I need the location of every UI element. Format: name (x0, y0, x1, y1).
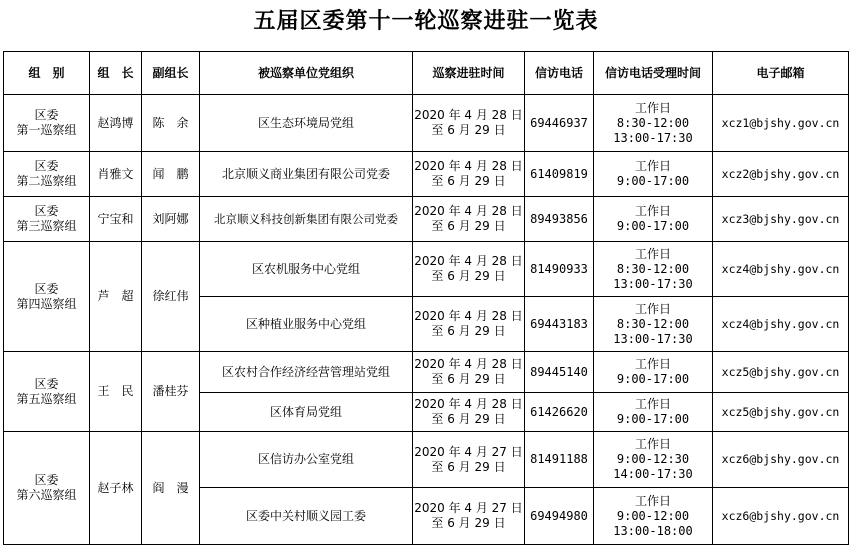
unit-name: 区体育局党组 (200, 393, 413, 432)
inspection-time: 2020 年 4 月 28 日 至 6 月 29 日 (413, 242, 525, 297)
email-address[interactable]: xcz5@bjshy.gov.cn (713, 393, 849, 432)
unit-name: 区农机服务中心党组 (200, 242, 413, 297)
header-unit: 被巡察单位党组织 (200, 52, 413, 95)
table-row (4, 197, 849, 242)
group-leader: 王 民 (90, 352, 142, 432)
email-address[interactable]: xcz4@bjshy.gov.cn (713, 297, 849, 352)
reception-hours: 工作日 8:30-12:00 13:00-17:30 (594, 297, 713, 352)
header-email: 电子邮箱 (713, 52, 849, 95)
unit-name: 区种植业服务中心党组 (200, 297, 413, 352)
inspection-time: 2020 年 4 月 28 日 至 6 月 29 日 (413, 152, 525, 197)
reception-hours: 工作日 9:00-17:00 (594, 352, 713, 393)
phone-number: 89493856 (525, 197, 594, 242)
inspection-time: 2020 年 4 月 28 日 至 6 月 29 日 (413, 393, 525, 432)
table-row (4, 242, 849, 297)
email-address[interactable]: xcz2@bjshy.gov.cn (713, 152, 849, 197)
table-row (4, 432, 849, 488)
group-name: 区委 第六巡察组 (4, 432, 90, 545)
phone-number: 61426620 (525, 393, 594, 432)
group-deputy: 陈 余 (142, 95, 200, 152)
reception-hours: 工作日 9:00-17:00 (594, 393, 713, 432)
header-deputy: 副组长 (142, 52, 200, 95)
reception-hours: 工作日 8:30-12:00 13:00-17:30 (594, 95, 713, 152)
email-address[interactable]: xcz1@bjshy.gov.cn (713, 95, 849, 152)
reception-hours: 工作日 9:00-17:00 (594, 152, 713, 197)
unit-name: 区委中关村顺义园工委 (200, 488, 413, 545)
unit-name: 区生态环境局党组 (200, 95, 413, 152)
phone-number: 81491188 (525, 432, 594, 488)
inspection-time: 2020 年 4 月 27 日 至 6 月 29 日 (413, 432, 525, 488)
header-phone: 信访电话 (525, 52, 594, 95)
reception-hours: 工作日 8:30-12:00 13:00-17:30 (594, 242, 713, 297)
group-leader: 芦 超 (90, 242, 142, 352)
email-address[interactable]: xcz3@bjshy.gov.cn (713, 197, 849, 242)
email-address[interactable]: xcz6@bjshy.gov.cn (713, 488, 849, 545)
unit-name: 区信访办公室党组 (200, 432, 413, 488)
table-row (4, 152, 849, 197)
inspection-table (3, 51, 849, 545)
phone-number: 69446937 (525, 95, 594, 152)
inspection-time: 2020 年 4 月 28 日 至 6 月 29 日 (413, 352, 525, 393)
header-row (4, 52, 849, 95)
group-leader: 宁宝和 (90, 197, 142, 242)
table-row (4, 95, 849, 152)
group-name: 区委 第三巡察组 (4, 197, 90, 242)
group-name: 区委 第一巡察组 (4, 95, 90, 152)
group-name: 区委 第五巡察组 (4, 352, 90, 432)
unit-name: 北京顺义商业集团有限公司党委 (200, 152, 413, 197)
header-hours: 信访电话受理时间 (594, 52, 713, 95)
unit-name: 区农村合作经济经营管理站党组 (200, 352, 413, 393)
inspection-time: 2020 年 4 月 27 日 至 6 月 29 日 (413, 488, 525, 545)
group-name: 区委 第四巡察组 (4, 242, 90, 352)
group-deputy: 刘阿娜 (142, 197, 200, 242)
phone-number: 81490933 (525, 242, 594, 297)
unit-name: 北京顺义科技创新集团有限公司党委 (200, 197, 413, 242)
phone-number: 69494980 (525, 488, 594, 545)
reception-hours: 工作日 9:00-12:30 14:00-17:30 (594, 432, 713, 488)
header-leader: 组 长 (90, 52, 142, 95)
email-address[interactable]: xcz5@bjshy.gov.cn (713, 352, 849, 393)
group-name: 区委 第二巡察组 (4, 152, 90, 197)
inspection-time: 2020 年 4 月 28 日 至 6 月 29 日 (413, 95, 525, 152)
phone-number: 89445140 (525, 352, 594, 393)
group-deputy: 潘桂芬 (142, 352, 200, 432)
inspection-time: 2020 年 4 月 28 日 至 6 月 29 日 (413, 197, 525, 242)
group-deputy: 闻 鹏 (142, 152, 200, 197)
group-leader: 肖雅文 (90, 152, 142, 197)
group-deputy: 徐红伟 (142, 242, 200, 352)
email-address[interactable]: xcz4@bjshy.gov.cn (713, 242, 849, 297)
header-group: 组 别 (4, 52, 90, 95)
phone-number: 61409819 (525, 152, 594, 197)
reception-hours: 工作日 9:00-12:00 13:00-18:00 (594, 488, 713, 545)
group-leader: 赵子林 (90, 432, 142, 545)
inspection-time: 2020 年 4 月 28 日 至 6 月 29 日 (413, 297, 525, 352)
header-time: 巡察进驻时间 (413, 52, 525, 95)
phone-number: 69443183 (525, 297, 594, 352)
document-title: 五届区委第十一轮巡察进驻一览表 (253, 8, 599, 34)
group-leader: 赵鸿博 (90, 95, 142, 152)
group-deputy: 阎 漫 (142, 432, 200, 545)
reception-hours: 工作日 9:00-17:00 (594, 197, 713, 242)
email-address[interactable]: xcz6@bjshy.gov.cn (713, 432, 849, 488)
table-row (4, 352, 849, 393)
